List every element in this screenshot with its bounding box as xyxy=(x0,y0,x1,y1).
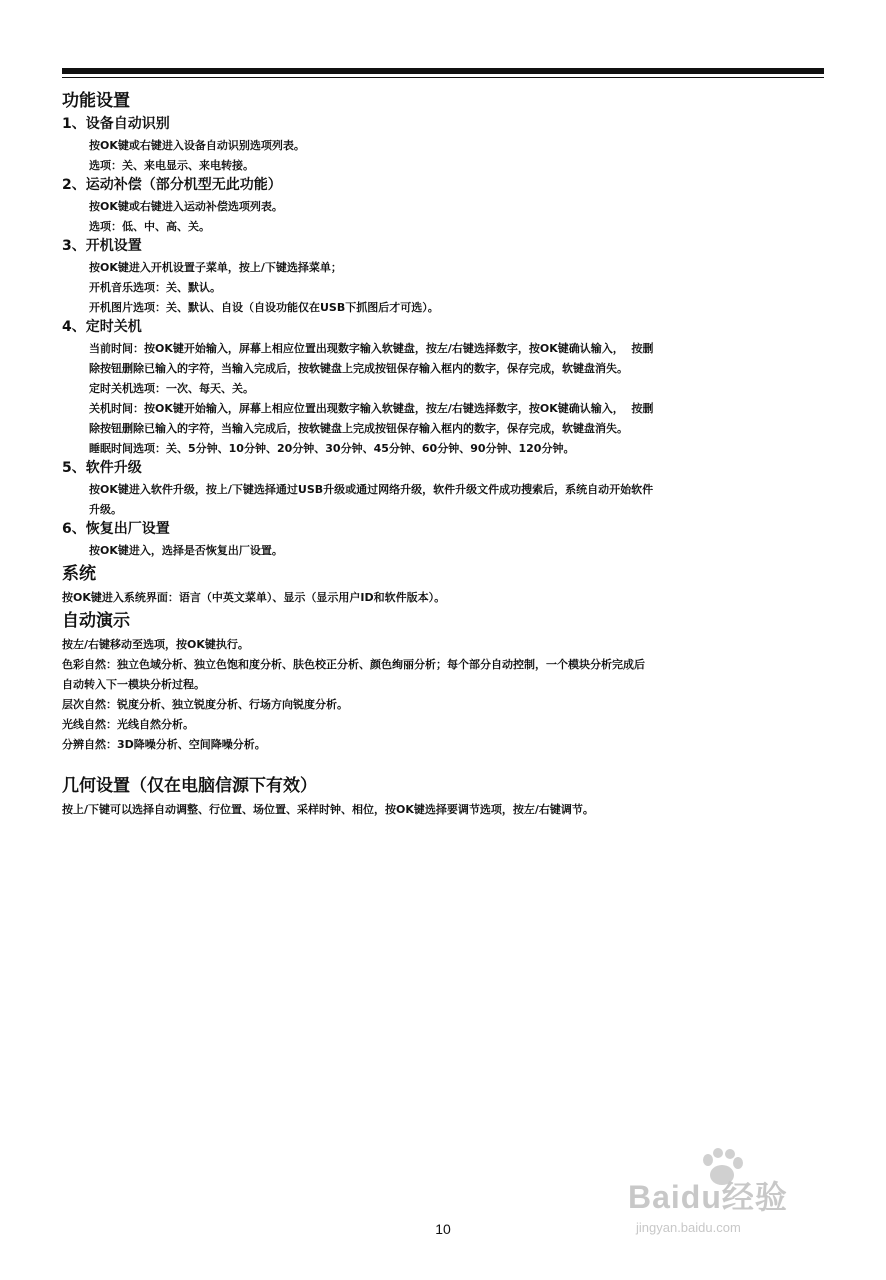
body-line: 选项：关、来电显示、来电转接。 xyxy=(89,159,254,172)
baidu-jingyan-watermark xyxy=(628,1148,828,1248)
body-line: 按OK键或右键进入运动补偿选项列表。 xyxy=(89,200,283,213)
body-line: 按上/下键可以选择自动调整、行位置、场位置、采样时钟、相位，按OK键选择要调节选项，按左/右键调节。 xyxy=(62,803,594,816)
section-title-system: 系统 xyxy=(62,564,96,584)
body-line: 按OK键或右键进入设备自动识别选项列表。 xyxy=(89,139,305,152)
body-line: 按OK键进入，选择是否恢复出厂设置。 xyxy=(89,544,283,557)
item-timed-shutdown xyxy=(62,318,834,459)
watermark-logo: Baidu经验 xyxy=(628,1179,788,1215)
body-line: 光线自然：光线自然分析。 xyxy=(62,718,194,731)
body-line: 层次自然：锐度分析、独立锐度分析、行场方向锐度分析。 xyxy=(62,698,348,711)
body-line: 自动转入下一模块分析过程。 xyxy=(62,678,205,691)
item-title: 2、运动补偿（部分机型无此功能） xyxy=(62,177,282,193)
body-line: 色彩自然：独立色域分析、独立色饱和度分析、肤色校正分析、颜色绚丽分析；每个部分自动控制，一个模块分析完成后 xyxy=(62,658,645,671)
section-title-geometry: 几何设置（仅在电脑信源下有效） xyxy=(62,776,317,796)
item-motion-compensation xyxy=(62,176,834,237)
top-rule-thick xyxy=(62,68,824,74)
body-line: 开机音乐选项：关、默认。 xyxy=(89,281,221,294)
item-title: 6、恢复出厂设置 xyxy=(62,521,170,537)
body-line: 按左/右键移动至选项，按OK键执行。 xyxy=(62,638,249,651)
section-title-auto-demo: 自动演示 xyxy=(62,611,130,631)
item-boot-settings xyxy=(62,237,834,318)
body-line: 除按钮删除已输入的字符，当输入完成后，按软键盘上完成按钮保存输入框内的数字，保存完成，软键盘消失。 xyxy=(89,362,628,375)
body-line: 按OK键进入系统界面：语言（中英文菜单）、显示（显示用户ID和软件版本）。 xyxy=(62,591,446,604)
body-line: 开机图片选项：关、默认、自设（自设功能仅在USB下抓图后才可选）。 xyxy=(89,301,439,314)
body-line: 定时关机选项：一次、每天、关。 xyxy=(89,382,254,395)
body-line: 除按钮删除已输入的字符，当输入完成后，按软键盘上完成按钮保存输入框内的数字，保存完成，软键盘消失。 xyxy=(89,422,628,435)
section-title-function-settings: 功能设置 xyxy=(62,91,130,111)
page-content xyxy=(62,90,834,820)
body-line: 按OK键进入开机设置子菜单，按上/下键选择菜单； xyxy=(89,261,342,274)
top-rule-thin xyxy=(62,77,824,78)
body-line: 分辨自然：3D降噪分析、空间降噪分析。 xyxy=(62,738,266,751)
watermark-url: jingyan.baidu.com xyxy=(636,1220,741,1235)
item-factory-reset xyxy=(62,520,834,561)
body-line: 关机时间：按OK键开始输入，屏幕上相应位置出现数字输入软键盘，按左/右键选择数字，按OK键确认输入， 按删 xyxy=(89,402,654,415)
item-software-upgrade xyxy=(62,459,834,520)
body-line: 睡眠时间选项：关、5分钟、10分钟、20分钟、30分钟、45分钟、60分钟、90分钟、120分钟。 xyxy=(89,442,575,455)
body-line: 按OK键进入软件升级，按上/下键选择通过USB升级或通过网络升级，软件升级文件成功搜索后，系统自动开始软件 xyxy=(89,483,654,496)
body-line: 选项：低、中、高、关。 xyxy=(89,220,210,233)
body-line: 当前时间：按OK键开始输入，屏幕上相应位置出现数字输入软键盘，按左/右键选择数字，按OK键确认输入， 按删 xyxy=(89,342,654,355)
item-title: 5、软件升级 xyxy=(62,460,142,476)
page-number: 10 xyxy=(435,1221,451,1237)
item-title: 1、设备自动识别 xyxy=(62,116,170,132)
item-title: 4、定时关机 xyxy=(62,319,142,335)
item-device-auto-detect xyxy=(62,115,834,176)
body-line: 升级。 xyxy=(89,503,122,516)
item-title: 3、开机设置 xyxy=(62,238,142,254)
